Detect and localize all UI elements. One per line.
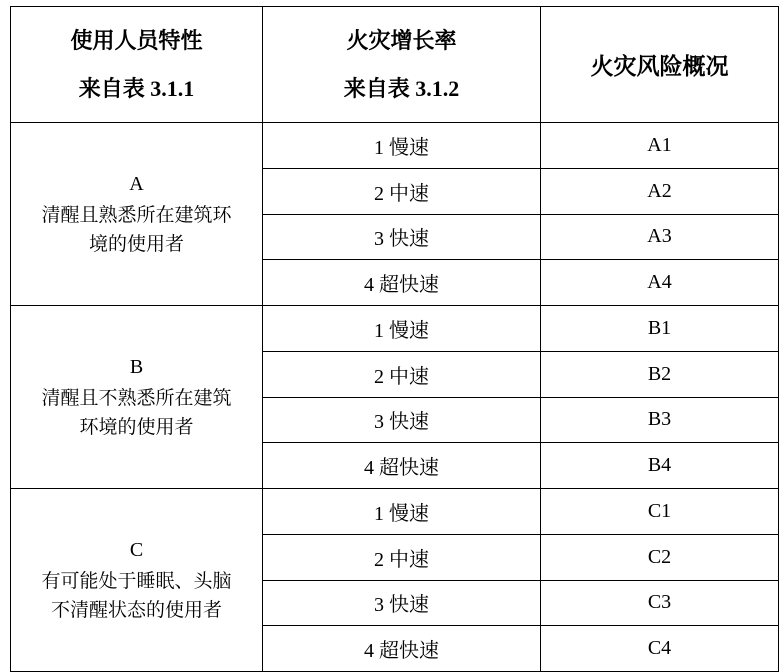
header-occupant-characteristics [11, 7, 263, 123]
growth-rate-cell: 1 慢速 [263, 123, 541, 169]
risk-profile-cell: A2 [541, 168, 779, 214]
group-description: 清醒且熟悉所在建筑环 [41, 204, 232, 226]
occupant-group-cell [11, 489, 263, 672]
group-code: B [129, 355, 144, 378]
occupant-group-cell [11, 306, 263, 489]
growth-rate-cell: 4 超快速 [263, 260, 541, 306]
header-row [11, 7, 779, 123]
header-col1-title: 使用人员特性 [70, 27, 203, 53]
table-row [11, 306, 779, 352]
header-col2-title: 火灾增长率 [346, 27, 457, 53]
risk-profile-cell: B4 [541, 443, 779, 489]
risk-profile-cell: C4 [541, 626, 779, 672]
risk-profile-cell: A4 [541, 260, 779, 306]
growth-rate-cell: 2 中速 [263, 168, 541, 214]
risk-profile-cell: A1 [541, 123, 779, 169]
group-code: A [129, 172, 144, 195]
growth-rate-cell: 2 中速 [263, 534, 541, 580]
risk-profile-cell: C3 [541, 580, 779, 626]
risk-profile-cell: C1 [541, 489, 779, 535]
growth-rate-cell: 1 慢速 [263, 489, 541, 535]
growth-rate-cell: 1 慢速 [263, 306, 541, 352]
growth-rate-cell: 4 超快速 [263, 443, 541, 489]
group-description: 不清醒状态的使用者 [50, 599, 222, 621]
group-description: 境的使用者 [88, 233, 184, 255]
fire-risk-profile-table [10, 6, 779, 672]
header-col1-source: 来自表 3.1.1 [78, 75, 195, 101]
group-code: C [129, 538, 144, 561]
risk-profile-cell: B1 [541, 306, 779, 352]
risk-profile-cell: B2 [541, 351, 779, 397]
growth-rate-cell: 3 快速 [263, 214, 541, 260]
group-description: 清醒且不熟悉所在建筑 [41, 387, 232, 409]
risk-profile-cell: B3 [541, 397, 779, 443]
table-row [11, 489, 779, 535]
group-description: 有可能处于睡眠、头脑 [41, 570, 232, 592]
group-description: 环境的使用者 [79, 416, 194, 438]
growth-rate-cell: 4 超快速 [263, 626, 541, 672]
risk-profile-cell: A3 [541, 214, 779, 260]
risk-profile-cell: C2 [541, 534, 779, 580]
header-fire-risk-profile: 火灾风险概况 [541, 7, 779, 123]
header-col2-source: 来自表 3.1.2 [343, 75, 460, 101]
header-fire-growth-rate [263, 7, 541, 123]
occupant-group-cell [11, 123, 263, 306]
growth-rate-cell: 3 快速 [263, 580, 541, 626]
growth-rate-cell: 3 快速 [263, 397, 541, 443]
table-row [11, 123, 779, 169]
growth-rate-cell: 2 中速 [263, 351, 541, 397]
